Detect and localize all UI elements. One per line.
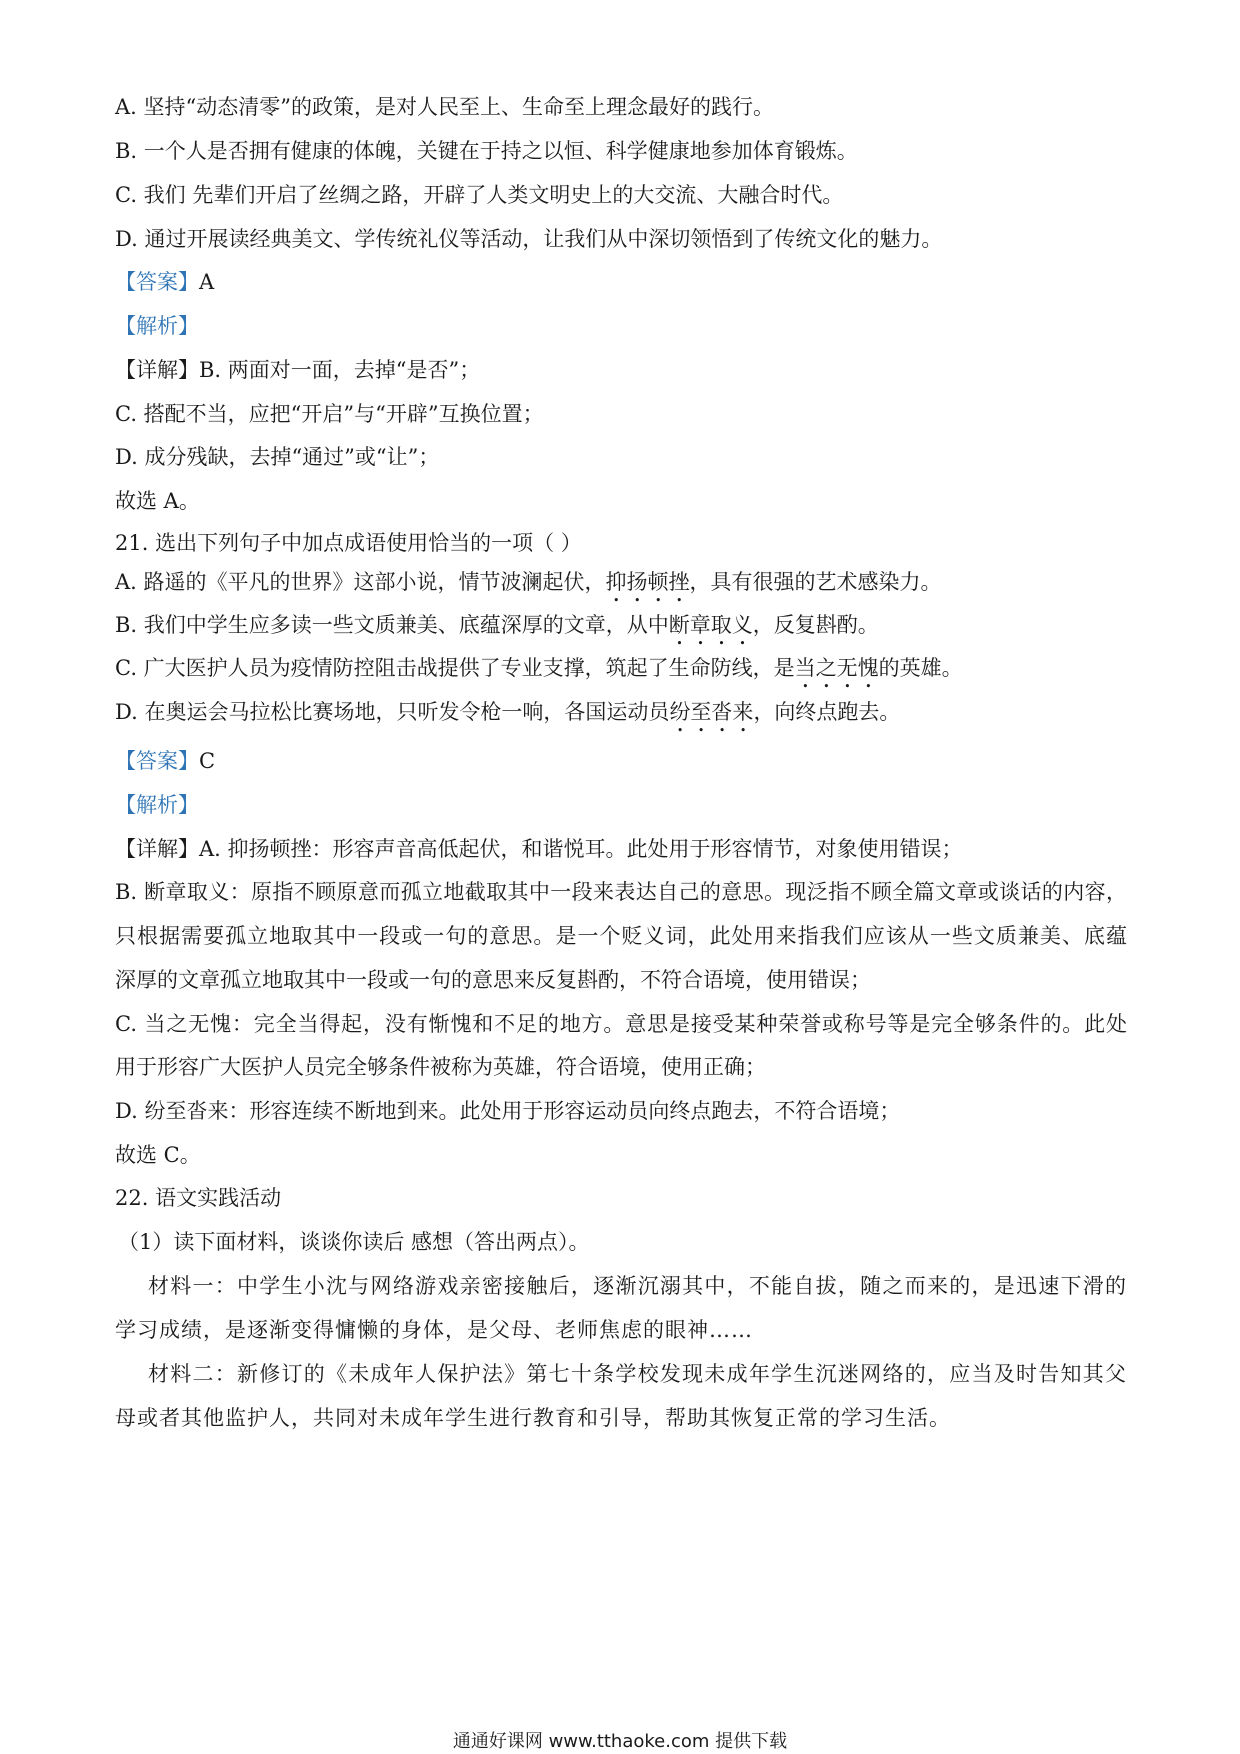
q21-detail-b-line2: 只根据需要孤立地取其中一段或一句的意思。是一个贬义词，此处用来指我们应该从一些文质兼美、底蕴 <box>115 924 1127 948</box>
detail-text: B. 两面对一面，去掉“是否”； <box>199 358 481 382</box>
option-text: C. 广大医护人员为疫情防控阻击战提供了专业支撑，筑起了生命防线，是 <box>115 656 795 680</box>
q20-conclusion: 故选 A。 <box>115 489 200 513</box>
page-footer: 通通好课网 www.tthaoke.com 提供下载 <box>452 1731 788 1752</box>
material-2-line1: 材料二：新修订的《未成年人保护法》第七十条学校发现未成年学生沉迷网络的，应当及时告知其父 <box>148 1362 1127 1386</box>
q20-answer <box>115 267 214 297</box>
answer-value: C <box>199 749 216 773</box>
q22-sub-question-1: （1）读下面材料，谈谈你读后 感想（答出两点）。 <box>118 1230 590 1254</box>
q21-detail-b-line3: 深厚的文章孤立地取其中一段或一句的意思来反复斟酌，不符合语境，使用错误； <box>115 968 871 992</box>
q21-detail-a <box>115 834 963 864</box>
option-text: 的英雄。 <box>878 656 963 680</box>
option-text: ，向终点跑去。 <box>753 700 901 724</box>
option-text: A. 路遥的《平凡的世界》这部小说，情节波澜起伏， <box>115 570 606 594</box>
q21-detail-b-line1: B. 断章取义：原指不顾原意而孤立地截取其中一段来表达自己的意思。现泛指不顾全篇文章或谈话的内容， <box>115 880 1127 904</box>
q20-analysis <box>115 311 199 341</box>
answer-tag: 【答案】 <box>115 270 199 294</box>
answer-tag: 【答案】 <box>115 749 199 773</box>
q20-option-d: D. 通过开展读经典美文、学传统礼仪等活动，让我们从中深切领悟到了传统文化的魅力。 <box>115 227 943 251</box>
q20-detail-c: C. 搭配不当，应把“开启”与“开辟”互换位置； <box>115 402 544 426</box>
q21-option-c <box>115 653 963 693</box>
analysis-tag: 【解析】 <box>115 793 199 817</box>
q21-detail-c-line1: C. 当之无愧：完全当得起，没有惭愧和不足的地方。意思是接受某种荣誉或称号等是完全够条件的。此处 <box>115 1012 1127 1036</box>
q20-option-c: C. 我们 先辈们开启了丝绸之路，开辟了人类文明史上的大交流、大融合时代。 <box>115 183 844 207</box>
q20-detail-b <box>115 355 480 385</box>
q20-option-b: B. 一个人是否拥有健康的体魄，关键在于持之以恒、科学健康地参加体育锻炼。 <box>115 139 858 163</box>
option-text: ，反复斟酌。 <box>752 613 879 637</box>
dotted-idiom: 抑扬顿挫 <box>605 570 690 594</box>
detail-text: A. 抑扬顿挫：形容声音高低起伏，和谐悦耳。此处用于形容情节，对象使用错误； <box>199 837 963 861</box>
analysis-tag: 【解析】 <box>115 314 199 338</box>
q21-answer <box>115 746 215 776</box>
q21-detail-c-line2: 用于形容广大医护人员完全够条件被称为英雄，符合语境，使用正确； <box>115 1055 766 1079</box>
option-text: ，具有很强的艺术感染力。 <box>689 570 942 594</box>
q20-detail-d: D. 成分残缺，去掉“通过”或“让”； <box>115 445 440 469</box>
q21-option-a <box>115 567 942 607</box>
q22-stem: 22. 语文实践活动 <box>115 1186 282 1210</box>
q21-conclusion: 故选 C。 <box>115 1143 201 1167</box>
detail-tag: 【详解】 <box>115 358 199 382</box>
q20-option-a: A. 坚持“动态清零”的政策，是对人民至上、生命至上理念最好的践行。 <box>115 95 774 119</box>
material-2-line2: 母或者其他监护人，共同对未成年学生进行教育和引导，帮助其恢复正常的学习生活。 <box>115 1406 951 1430</box>
option-text: D. 在奥运会马拉松比赛场地，只听发令枪一响，各国运动员 <box>115 700 670 724</box>
dotted-idiom: 纷至沓来 <box>669 700 754 724</box>
option-text: B. 我们中学生应多读一些文质兼美、底蕴深厚的文章，从中 <box>115 613 669 637</box>
material-1-line2: 学习成绩，是逐渐变得慵懒的身体，是父母、老师焦虑的眼神…… <box>115 1318 753 1342</box>
q21-detail-d: D. 纷至沓来：形容连续不断地到来。此处用于形容运动员向终点跑去，不符合语境； <box>115 1099 901 1123</box>
answer-value: A <box>199 270 215 294</box>
dotted-idiom: 当之无愧 <box>794 656 879 680</box>
q21-analysis <box>115 790 199 820</box>
detail-tag: 【详解】 <box>115 837 199 861</box>
dotted-idiom: 断章取义 <box>668 613 753 637</box>
q21-option-b <box>115 610 879 650</box>
q21-option-d <box>115 697 900 737</box>
q21-stem: 21. 选出下列句子中加点成语使用恰当的一项（ ） <box>115 531 582 555</box>
material-1-line1: 材料一：中学生小沈与网络游戏亲密接触后，逐渐沉溺其中，不能自拔，随之而来的，是迅速下滑的 <box>148 1274 1127 1298</box>
